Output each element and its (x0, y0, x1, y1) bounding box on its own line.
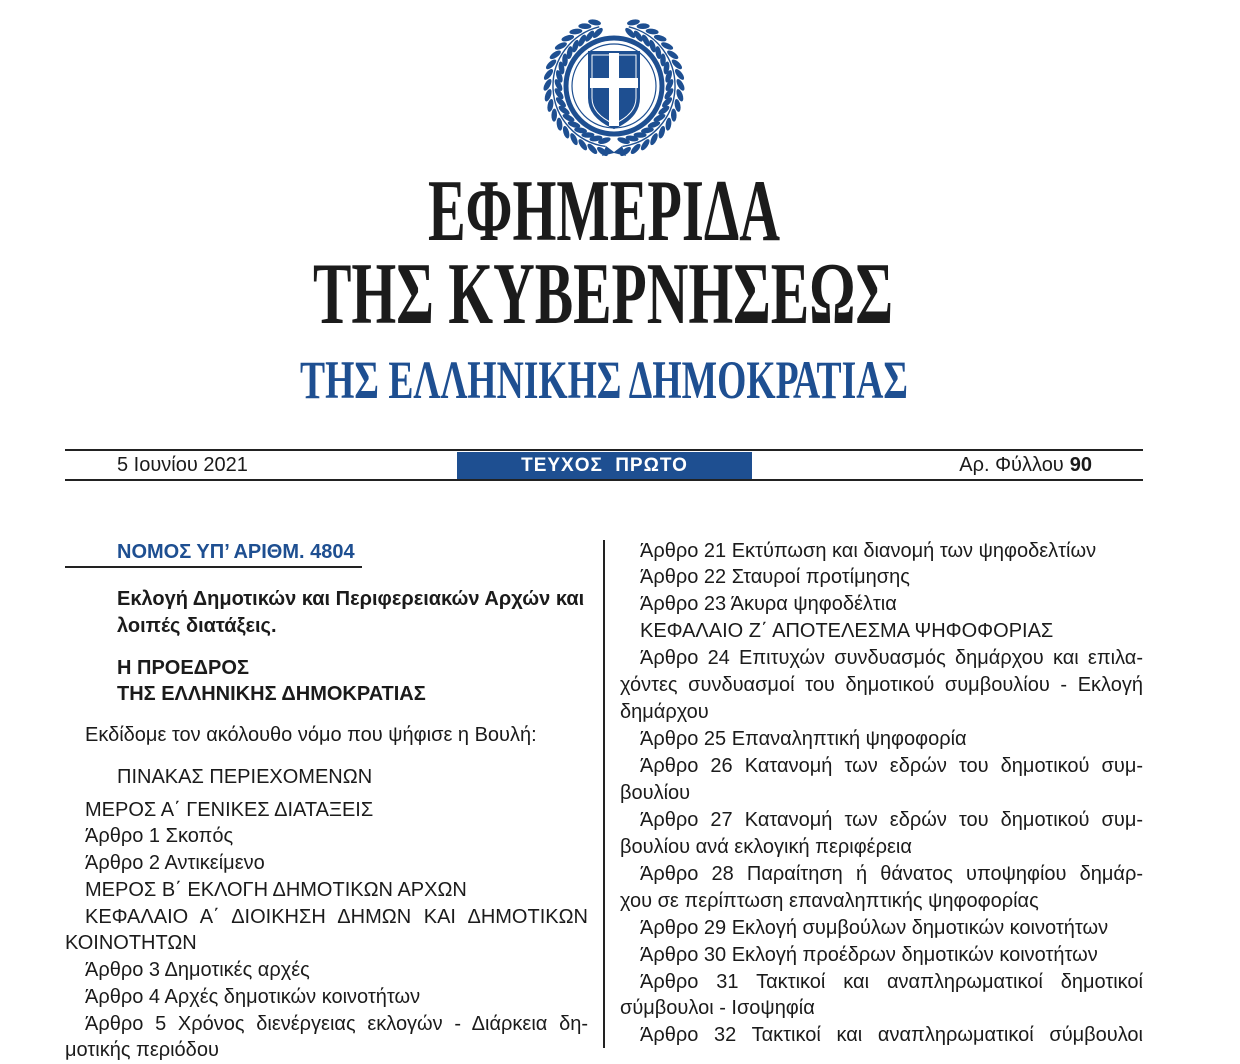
toc-line: Άρθρο 22 Σταυροί προτίμησης (640, 566, 910, 589)
toc-line: δημάρχου (620, 701, 709, 724)
sheet-number-value: 90 (1069, 454, 1092, 476)
gazette-title-line2: ΤΗΣ ΚΥΒΕΡΝΗΣΕΩΣ (313, 246, 893, 343)
sheet-number (959, 451, 1092, 479)
president-heading (117, 655, 426, 707)
toc-line: σύμβουλοι - Ισοψηφία (620, 997, 815, 1020)
law-subject-line: Εκλογή Δημοτικών και Περιφερειακών Αρχών και (117, 587, 585, 610)
toc-heading (117, 764, 372, 791)
laurel-leaf (666, 49, 680, 61)
masthead (0, 0, 1240, 420)
law-title (65, 538, 362, 568)
toc-line: χου σε περίπτωση επαναληπτικής ψηφοφορίας (620, 889, 1039, 912)
shield-cross-vertical (609, 53, 619, 126)
gazette-subtitle: ΤΗΣ ΕΛΛΗΝΙΚΗΣ ΔΗΜΟΚΡΑΤΙΑΣ (300, 350, 908, 410)
issue-type-badge: ΤΕΥΧΟΣ ΠΡΩΤΟ (457, 452, 752, 479)
toc-line: Άρθρο 25 Επαναληπτική ψηφοφορία (640, 728, 967, 751)
toc-line: Άρθρο 29 Εκλογή συμβούλων δημοτικών κοινοτήτων (640, 916, 1109, 939)
laurel-leaf (578, 23, 591, 29)
toc-line: Άρθρο 21 Εκτύπωση και διανομή των ψηφοδελτίων (640, 539, 1097, 562)
toc-line: Άρθρο 31 Τακτικοί και αναπληρωματικοί δημοτικοί (640, 970, 1143, 993)
toc-line: Άρθρο 27 Κατανομή των εδρών του δημοτικού συμ- (640, 808, 1143, 831)
toc-line: Άρθρο 32 Τακτικοί και αναπληρωματικοί σύμβουλοι (640, 1024, 1143, 1047)
toc-right (620, 538, 1143, 1048)
toc-line: Άρθρο 5 Χρόνος διενέργειας εκλογών - Διάρκεια δη- (85, 1012, 588, 1035)
toc-line: βουλίου ανά εκλογική περιφέρεια (620, 835, 912, 858)
law-title-text: ΝΟΜΟΣ ΥΠ’ ΑΡΙΘΜ. 4804 (117, 541, 355, 563)
toc-line: ΜΕΡΟΣ Α΄ ΓΕΝΙΚΕΣ ΔΙΑΤΑΞΕΙΣ (85, 798, 374, 821)
president-line: ΤΗΣ ΕΛΛΗΝΙΚΗΣ ΔΗΜΟΚΡΑΤΙΑΣ (117, 683, 426, 705)
laurel-leaf (639, 138, 651, 152)
laurel-leaf (675, 78, 686, 92)
president-line: Η ΠΡΟΕΔΡΟΣ (117, 657, 249, 679)
shield-cross-horizontal (590, 78, 638, 88)
enactment-line: Εκδίδομε τον ακόλουθο νόμο που ψήφισε η Βουλή: (85, 723, 537, 746)
sheet-label: Αρ. Φύλλου (959, 454, 1064, 476)
ribbon (602, 146, 626, 156)
toc-line: ΜΕΡΟΣ Β΄ ΕΚΛΟΓΗ ΔΗΜΟΤΙΚΩΝ ΑΡΧΩΝ (85, 878, 467, 901)
toc-line: Άρθρο 24 Επιτυχών συνδυασμός δημάρχου και επιλα- (640, 647, 1143, 670)
toc-line: Άρθρο 1 Σκοπός (85, 825, 234, 848)
toc-line: ΚΕΦΑΛΑΙΟ Ζ΄ ΑΠΟΤΕΛΕΣΜΑ ΨΗΦΟΦΟΡΙΑΣ (640, 620, 1054, 643)
toc-line: ΚΟΙΝΟΤΗΤΩΝ (65, 932, 197, 955)
law-subject (117, 586, 584, 640)
gazette-title-line1: ΕΦΗΜΕΡΙΔΑ (428, 163, 780, 260)
issue-date: 5 Ιουνίου 2021 (117, 454, 248, 476)
laurel-leaf (542, 78, 553, 92)
toc-line: χόντες συνδυασμοί του δημοτικού συμβουλίου - Εκλογή (620, 674, 1143, 697)
toc-line: Άρθρο 2 Αντικείμενο (85, 852, 265, 874)
laurel-leaf (577, 138, 589, 152)
laurel-leaf (649, 132, 660, 146)
toc-line: ΚΕΦΑΛΑΙΟ Α΄ ΔΙΟΙΚΗΣΗ ΔΗΜΩΝ ΚΑΙ ΔΗΜΟΤΙΚΩΝ (85, 905, 588, 928)
issue-bar (65, 449, 1143, 481)
toc-line: Άρθρο 23 Άκυρα ψηφοδέλτια (640, 593, 897, 616)
toc-line: Άρθρο 28 Παραίτηση ή θάνατος υποψηφίου δημάρ- (640, 862, 1143, 885)
laurel-leaf (637, 23, 650, 29)
toc-heading-text: ΠΙΝΑΚΑΣ ΠΕΡΙΕΧΟΜΕΝΩΝ (117, 765, 373, 788)
column-divider (603, 540, 605, 1048)
laurel-leaf (551, 109, 557, 122)
greek-coat-of-arms-icon (542, 18, 686, 157)
toc-line: Άρθρο 30 Εκλογή προέδρων δημοτικών κοινοτήτων (640, 943, 1098, 966)
enactment-text (85, 722, 537, 749)
laurel-leaf (569, 132, 580, 146)
law-subject-line: λοιπές διατάξεις. (117, 614, 277, 637)
toc-line: μοτικής περιόδου (65, 1039, 219, 1062)
laurel-leaf (548, 49, 562, 61)
toc-line: Άρθρο 26 Κατανομή των εδρών του δημοτικού συμ- (640, 755, 1143, 777)
toc-line: Άρθρο 4 Αρχές δημοτικών κοινοτήτων (85, 985, 421, 1008)
toc-left (65, 797, 588, 1062)
toc-line: βουλίου (620, 781, 691, 804)
toc-line: Άρθρο 3 Δημοτικές αρχές (85, 959, 310, 981)
laurel-leaf (671, 109, 677, 122)
